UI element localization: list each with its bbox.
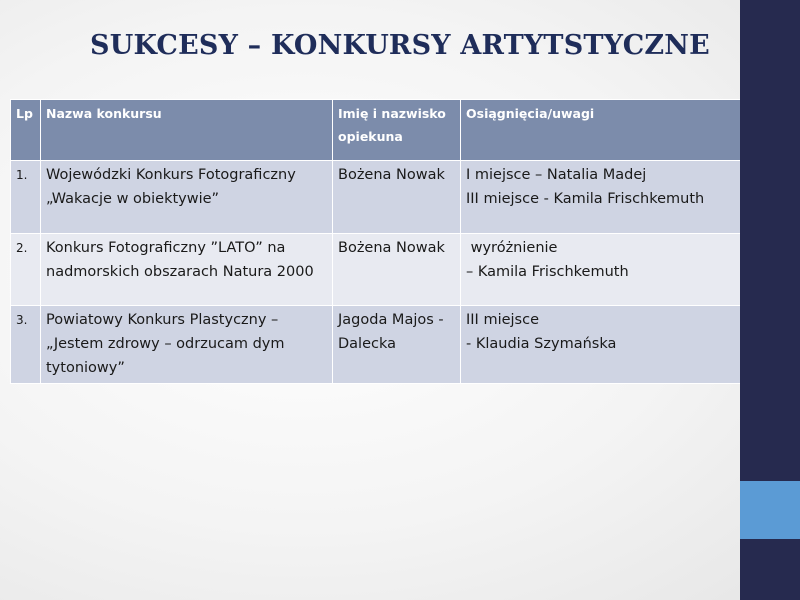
supervisor-name: Bożena Nowak xyxy=(333,234,461,306)
side-accent-block xyxy=(740,481,800,539)
table-row xyxy=(11,306,741,384)
achievement-line: III miejsce - Kamila Frischkemuth xyxy=(466,191,705,207)
achievements-cell xyxy=(461,161,741,234)
row-number: 1. xyxy=(11,161,41,234)
awards-table xyxy=(10,99,741,384)
contest-name: Wojewódzki Konkurs Fotograficzny „Wakacje w obiektywie” xyxy=(41,161,333,234)
slide-title: SUKCESY – KONKURSY ARTYTSTYCZNE xyxy=(90,30,710,61)
supervisor-name: Bożena Nowak xyxy=(333,161,461,234)
supervisor-name: Jagoda Majos - Dalecka xyxy=(333,306,461,384)
achievement-line: I miejsce – Natalia Madej xyxy=(466,167,647,183)
table-row xyxy=(11,161,741,234)
table-header-row xyxy=(11,100,741,161)
contest-name: Konkurs Fotograficzny ”LATO” na nadmorskich obszarach Natura 2000 xyxy=(41,234,333,306)
row-number: 2. xyxy=(11,234,41,306)
header-supervisor: Imię i nazwisko opiekuna xyxy=(333,100,461,161)
row-number: 3. xyxy=(11,306,41,384)
achievements-cell xyxy=(461,306,741,384)
header-lp: Lp xyxy=(11,100,41,161)
header-achievements: Osiągnięcia/uwagi xyxy=(461,100,741,161)
header-contest-name: Nazwa konkursu xyxy=(41,100,333,161)
achievement-line: wyróżnienie xyxy=(466,240,558,256)
side-decoration-bar xyxy=(740,0,800,600)
achievement-line: – Kamila Frischkemuth xyxy=(466,264,629,280)
achievements-cell xyxy=(461,234,741,306)
achievement-line: - Klaudia Szymańska xyxy=(466,336,617,352)
contest-name: Powiatowy Konkurs Plastyczny – „Jestem zdrowy – odrzucam dym tytoniowy” xyxy=(41,306,333,384)
table-row xyxy=(11,234,741,306)
achievement-line: III miejsce xyxy=(466,312,539,328)
